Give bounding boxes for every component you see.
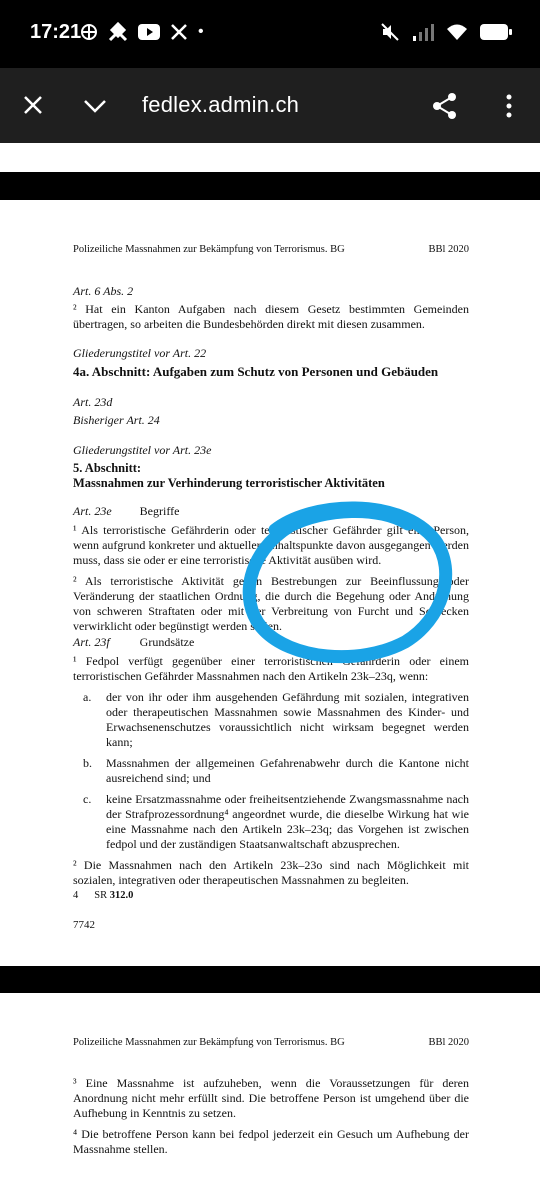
article-title: Grundsätze — [139, 635, 195, 649]
footnote: 4 SR 312.0 — [73, 890, 134, 901]
header-title: Polizeiliche Massnahmen zur Bekämpfung von Terrorismus. BG — [73, 244, 345, 255]
section-number: 5. Abschnitt: — [73, 461, 142, 475]
battery-icon — [480, 23, 512, 41]
section-4a — [73, 346, 469, 379]
list-item: b. Massnahmen der allgemeinen Gefahrenabwehr durch die Kantone nicht ausreichend sind; und — [83, 756, 469, 785]
article-6 — [73, 284, 469, 332]
chevron-down-icon[interactable] — [82, 98, 108, 114]
close-icon[interactable] — [22, 94, 44, 116]
paragraph-1: ¹ Als terroristische Gefährderin oder terroristischer Gefährder gilt eine Person, wenn aufgrund konkreter und aktueller Anhaltspunkte davon ausgegangen werden muss, dass sie oder er eine terroristische Aktivität ausüben wird. — [73, 523, 469, 567]
section-heading: 4a. Abschnitt: Aufgaben zum Schutz von Personen und Gebäuden — [73, 364, 439, 379]
structure-title-ref: Gliederungstitel vor Art. 22 — [73, 346, 207, 360]
header-volume: BBl 2020 — [428, 1037, 469, 1048]
url-text[interactable]: fedlex.admin.ch — [142, 92, 300, 117]
list-item: c. keine Ersatzmassnahme oder freiheitsentziehende Zwangsmassnahme nach der Strafprozessordnung⁴ angeordnet wurde, die dieselbe Wirkung hat wie eine Massnahme nach den Artikeln 23k–23q; das Vorgehen ist zwischen fedpol und der zuständigen Staatsanwaltschaft abzusprechen. — [83, 792, 469, 851]
section-heading: Massnahmen zur Verhinderung terroristischer Aktivitäten — [73, 476, 385, 490]
paragraph-3: ³ Eine Massnahme ist aufzuheben, wenn die Voraussetzungen für deren Anordnung nicht mehr erfüllt sind. Die betroffene Person ist umgehend über die Aufhebung in Kenntnis zu setzen. — [73, 1076, 469, 1120]
page-number: 7742 — [73, 919, 95, 931]
status-time: 17:21 — [30, 21, 82, 43]
page-separator — [0, 966, 540, 993]
article-text: Bisheriger Art. 24 — [73, 413, 160, 427]
article-ref: Art. 23f — [73, 635, 110, 649]
more-notifications-dot: • — [198, 23, 204, 40]
page-separator — [0, 172, 540, 200]
pinwheel-icon — [80, 23, 98, 41]
paragraph-1: ¹ Fedpol verfügt gegenüber einer terroristischen Gefährderin oder einem terroristischen Gefährder Massnahmen nach den Artikeln 23k–23q, wenn: — [73, 654, 469, 683]
browser-toolbar — [0, 68, 540, 143]
article-23d — [73, 395, 469, 428]
running-header — [73, 244, 469, 255]
status-bar — [0, 0, 540, 68]
header-title: Polizeiliche Massnahmen zur Bekämpfung von Terrorismus. BG — [73, 1037, 345, 1048]
previous-page-fragment — [0, 143, 540, 172]
system-icons — [380, 22, 512, 42]
header-volume: BBl 2020 — [428, 244, 469, 255]
running-header — [73, 1037, 469, 1048]
more-options-icon[interactable] — [505, 94, 513, 118]
paragraph-2: ² Als terroristische Aktivität gelten Bestrebungen zur Beeinflussung oder Veränderung der staatlichen Ordnung, die durch die Begehung oder Androhung von schweren Straftaten oder mit der Verbreitung von Furcht und Schrecken verwirklicht oder begünstigt werden sollen. — [73, 574, 469, 633]
structure-title-ref: Gliederungstitel vor Art. 23e — [73, 443, 212, 457]
list-item: a. der von ihr oder ihm ausgehenden Gefährdung mit sozialen, integrativen oder therapeutischen Massnahmen sowie Massnahmen des Kinder- und Erwachsenenschutzes voraussichtlich nicht wirksam begegnet werden kann; — [83, 690, 469, 749]
puzzle-icon — [108, 22, 128, 42]
article-continuation — [73, 1076, 469, 1157]
youtube-icon — [138, 24, 160, 40]
signal-icon — [412, 22, 434, 42]
mute-icon — [380, 22, 400, 42]
paragraph-4: ⁴ Die betroffene Person kann bei fedpol jederzeit ein Gesuch um Aufhebung der Massnahme stellen. — [73, 1127, 469, 1156]
article-ref: Art. 23e — [73, 504, 112, 518]
article-23f — [73, 635, 469, 888]
footnote-number: 4 — [73, 890, 79, 901]
article-text: ² Hat ein Kanton Aufgaben nach diesem Gesetz bestimmten Gemeinden übertragen, so arbeiten die Bundesbehörden direkt mit diesen zusammen. — [73, 302, 469, 331]
x-logo-icon — [170, 23, 188, 41]
article-ref: Art. 6 Abs. 2 — [73, 284, 134, 298]
paragraph-2: ² Die Massnahmen nach den Artikeln 23k–23o sind nach Möglichkeit mit sozialen, integrativen oder therapeutischen Massnahmen zu begleiten. — [73, 858, 469, 887]
share-icon[interactable] — [432, 92, 458, 120]
article-ref: Art. 23d — [73, 395, 113, 409]
highlight-circle-scribble — [230, 500, 460, 670]
section-5 — [73, 443, 469, 491]
notification-icons — [80, 22, 204, 42]
article-title: Begriffe — [139, 504, 180, 518]
wifi-icon — [446, 23, 468, 41]
